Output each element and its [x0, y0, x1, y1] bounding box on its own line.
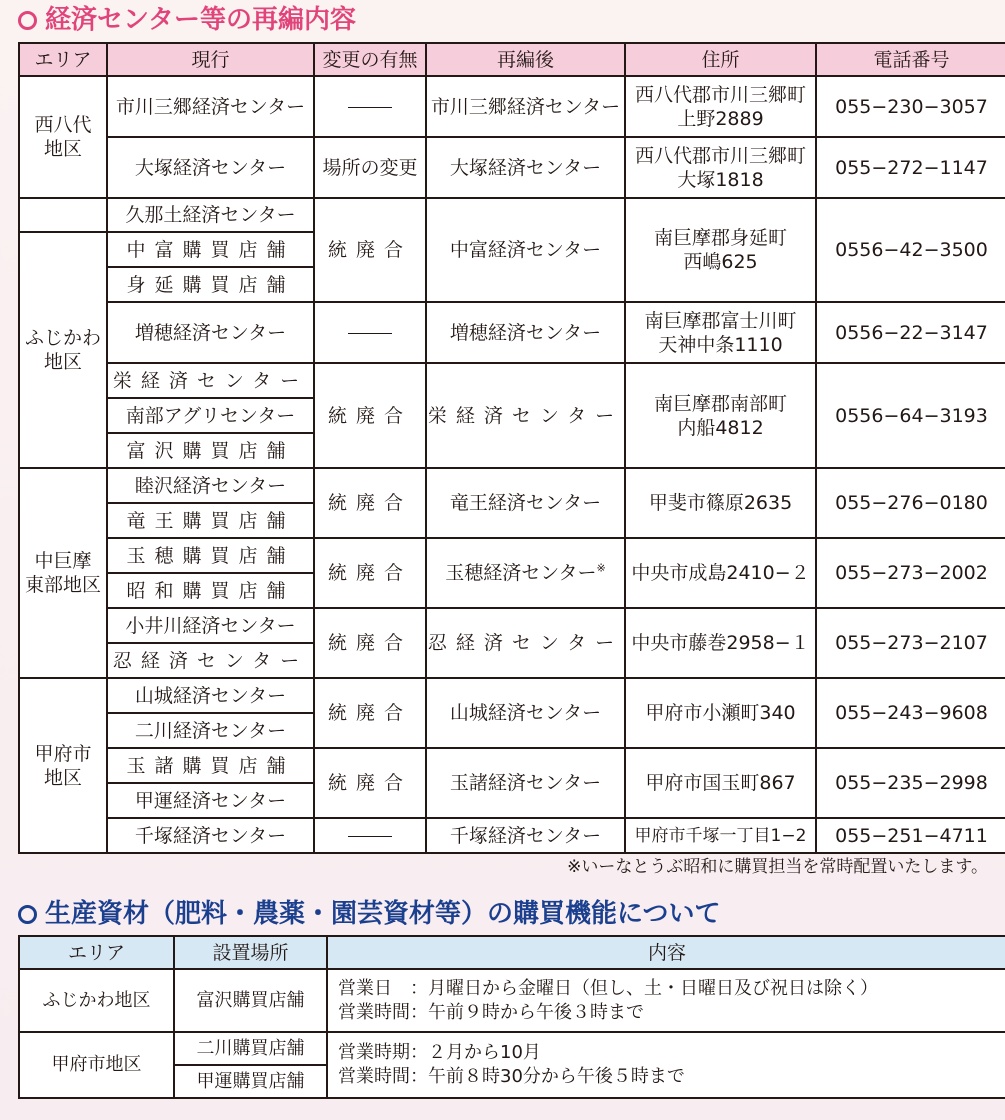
change-cell [314, 76, 426, 137]
address-cell: 甲府市千塚一丁目1−2 [625, 818, 816, 853]
address-cell: 西八代郡市川三郷町 大塚1818 [625, 137, 816, 198]
table-row [19, 818, 1005, 853]
current-cell: 身延購買店舗 [107, 267, 314, 302]
table-row [19, 1032, 1005, 1065]
phone-cell: 055−272−1147 [816, 137, 1005, 198]
header-current: 現行 [107, 43, 314, 76]
current-cell: 富沢購買店舗 [107, 433, 314, 468]
header-content: 内容 [327, 936, 1005, 969]
table-row [19, 678, 1005, 713]
dash-mark [348, 107, 392, 108]
after-cell: 栄経済センター [426, 363, 625, 468]
phone-cell: 0556−42−3500 [816, 198, 1005, 302]
change-cell [314, 818, 426, 853]
after-cell: 増穂経済センター [426, 302, 625, 363]
area-text: 西八代 地区 [34, 114, 92, 160]
dash-mark [348, 836, 392, 837]
current-cell: 昭和購買店舗 [107, 573, 314, 608]
circle-bullet-icon [18, 905, 37, 924]
section-title-purchasing [18, 896, 720, 932]
after-text: 玉穂経済センター [445, 562, 597, 584]
header-change: 変更の有無 [314, 43, 426, 76]
table-row [19, 198, 1005, 232]
address-cell: 甲府市国玉町867 [625, 748, 816, 818]
area-cell [19, 76, 107, 198]
address-cell: 甲府市小瀬町340 [625, 678, 816, 748]
current-cell: 千塚経済センター [107, 818, 314, 853]
after-cell: 玉諸経済センター [426, 748, 625, 818]
table-row [19, 468, 1005, 503]
current-cell: 中富購買店舗 [107, 232, 314, 267]
table-row [19, 363, 1005, 398]
content-cell [327, 1032, 1005, 1098]
area-cell: ふじかわ地区 [19, 969, 174, 1032]
current-cell: 南部アグリセンター [107, 398, 314, 433]
current-cell: 市川三郷経済センター [107, 76, 314, 137]
phone-cell: 0556−64−3193 [816, 363, 1005, 468]
phone-cell: 055−273−2107 [816, 608, 1005, 678]
after-cell: 竜王経済センター [426, 468, 625, 538]
phone-cell: 055−276−0180 [816, 468, 1005, 538]
place-cell: 甲運購買店舗 [174, 1065, 327, 1098]
current-cell: 甲運経済センター [107, 783, 314, 818]
reorganization-table [18, 42, 1005, 854]
address-cell: 南巨摩郡南部町 内船4812 [625, 363, 816, 468]
header-phone: 電話番号 [816, 43, 1005, 76]
purchasing-table [18, 935, 1005, 1099]
table-row [19, 137, 1005, 198]
current-cell: 忍経済センター [107, 643, 314, 678]
current-cell: 睦沢経済センター [107, 468, 314, 503]
note-mark: ※ [596, 561, 606, 575]
change-cell: 統廃合 [314, 678, 426, 748]
content-cell [327, 969, 1005, 1032]
change-cell: 統廃合 [314, 468, 426, 538]
current-cell: 久那土経済センター [107, 198, 314, 232]
section-title-text: 生産資材（肥料・農薬・園芸資材等）の購買機能について [45, 899, 721, 929]
place-cell: 二川購買店舗 [174, 1032, 327, 1065]
area-cell: 中巨摩 東部地区 [19, 468, 107, 678]
after-cell [426, 538, 625, 608]
content-line: 営業時期：２月から10月 [338, 1042, 541, 1063]
table-header-row [19, 43, 1005, 76]
area-cell-continued [19, 198, 107, 232]
table-row [19, 76, 1005, 137]
table-row [19, 538, 1005, 573]
phone-cell: 055−235−2998 [816, 748, 1005, 818]
dash-mark [348, 333, 392, 334]
place-cell: 富沢購買店舗 [174, 969, 327, 1032]
table-row [19, 608, 1005, 643]
section-title-reorganization [18, 2, 356, 38]
header-area: エリア [19, 936, 174, 969]
change-cell: 統廃合 [314, 608, 426, 678]
area-cell: 甲府市地区 [19, 1032, 174, 1098]
current-cell: 玉諸購買店舗 [107, 748, 314, 783]
address-cell: 南巨摩郡富士川町 天神中条1110 [625, 302, 816, 363]
after-cell: 市川三郷経済センター [426, 76, 625, 137]
current-cell: 大塚経済センター [107, 137, 314, 198]
current-cell: 竜王購買店舗 [107, 503, 314, 538]
content-line: 営業時間：午前８時30分から午後５時まで [338, 1066, 685, 1087]
after-cell: 中富経済センター [426, 198, 625, 302]
address-cell: 南巨摩郡身延町 西嶋625 [625, 198, 816, 302]
address-cell: 甲斐市篠原2635 [625, 468, 816, 538]
phone-cell: 055−243−9608 [816, 678, 1005, 748]
circle-bullet-icon [18, 11, 37, 30]
phone-cell: 055−273−2002 [816, 538, 1005, 608]
table-row [19, 302, 1005, 363]
after-cell: 千塚経済センター [426, 818, 625, 853]
address-cell: 中央市藤巻2958−１ [625, 608, 816, 678]
phone-cell: 055−230−3057 [816, 76, 1005, 137]
table-row [19, 748, 1005, 783]
change-cell [314, 302, 426, 363]
content-line: 営業日 ：月曜日から金曜日（但し、土・日曜日及び祝日は除く） [338, 977, 878, 999]
area-cell: 甲府市 地区 [19, 678, 107, 853]
current-cell: 二川経済センター [107, 713, 314, 748]
phone-cell: 0556−22−3147 [816, 302, 1005, 363]
section-title-text: 経済センター等の再編内容 [45, 5, 356, 35]
table-row [19, 969, 1005, 1032]
change-cell: 統廃合 [314, 748, 426, 818]
change-cell: 統廃合 [314, 363, 426, 468]
header-after: 再編後 [426, 43, 625, 76]
after-cell: 忍経済センター [426, 608, 625, 678]
after-cell: 山城経済センター [426, 678, 625, 748]
change-cell: 統廃合 [314, 198, 426, 302]
table-header-row [19, 936, 1005, 969]
header-area: エリア [19, 43, 107, 76]
address-cell: 中央市成島2410−２ [625, 538, 816, 608]
footnote: ※いーなとうぶ昭和に購買担当を常時配置いたします。 [567, 857, 988, 877]
area-cell: ふじかわ 地区 [19, 232, 107, 468]
current-cell: 玉穂購買店舗 [107, 538, 314, 573]
phone-cell: 055−251−4711 [816, 818, 1005, 853]
address-cell: 西八代郡市川三郷町 上野2889 [625, 76, 816, 137]
header-place: 設置場所 [174, 936, 327, 969]
change-cell: 場所の変更 [314, 137, 426, 198]
change-cell: 統廃合 [314, 538, 426, 608]
current-cell: 栄経済センター [107, 363, 314, 398]
header-address: 住所 [625, 43, 816, 76]
current-cell: 増穂経済センター [107, 302, 314, 363]
after-cell: 大塚経済センター [426, 137, 625, 198]
current-cell: 山城経済センター [107, 678, 314, 713]
current-cell: 小井川経済センター [107, 608, 314, 643]
content-line: 営業時間：午前９時から午後３時まで [338, 1001, 644, 1023]
